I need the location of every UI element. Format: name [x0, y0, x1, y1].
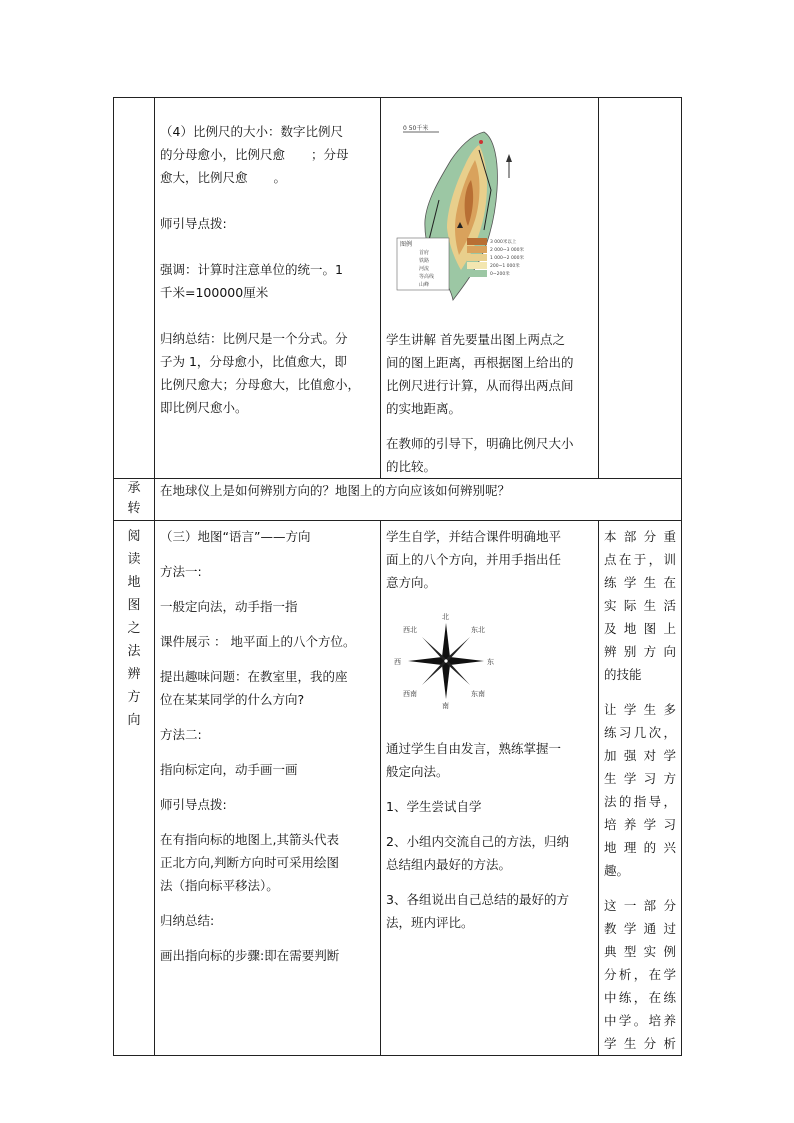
map-legend-title: 图例 — [400, 241, 413, 248]
transition-text-cell — [155, 479, 682, 521]
student-line: 意方向。 — [386, 575, 437, 590]
intent-line: 练习几次， — [604, 725, 676, 740]
compass-label-northeast: 东北 — [471, 626, 485, 634]
transition-question: 在地球仪上是如何辨别方向的？地图上的方向应该如何辨别呢？ — [160, 483, 511, 498]
legend-item: 铁路 — [419, 258, 430, 264]
student-line: 学生讲解 首先要量出图上两点之 — [386, 332, 565, 347]
guide-heading: 师引导点拨: — [160, 216, 227, 231]
title-char: 承 — [127, 481, 141, 496]
student-line: 学生自学，并结合课件明确地平 — [386, 529, 562, 544]
student-line: 面上的八个方向，并用手指出任 — [386, 552, 562, 567]
title-char: 转 — [127, 501, 141, 516]
scale-intent-cell — [599, 98, 682, 479]
intent-line: 地理的兴 — [604, 840, 676, 855]
compass-label-west: 西 — [394, 658, 401, 666]
elevation-item: 3 000米以上 — [490, 240, 517, 245]
title-char: 阅 — [127, 529, 141, 544]
content-line: 强调：计算时注意单位的统一。1 — [160, 262, 343, 277]
scale-content-cell — [155, 98, 381, 479]
direction-content-cell — [155, 521, 381, 1056]
scale-student-cell — [381, 98, 599, 479]
scale-title-cell — [114, 98, 155, 479]
intent-line: 分析，在学 — [604, 967, 676, 982]
student-line: 总结组内最好的方法。 — [386, 857, 512, 872]
intent-line: 实际生活 — [604, 598, 676, 613]
intent-line: 的技能 — [604, 667, 642, 682]
student-line: 的实地距离。 — [386, 401, 462, 416]
content-text: 的分母愈小，比例尺愈 — [160, 147, 286, 162]
student-line: 3、各组说出自己总结的最好的方 — [386, 892, 569, 907]
title-char: 地 — [127, 575, 141, 590]
intent-line: 辨别方向 — [604, 644, 676, 659]
content-line: 课件展示 ： 地平面上的八个方位。 — [160, 634, 356, 649]
intent-line: 加强对学 — [604, 748, 676, 763]
student-line: 在教师的引导下，明确比例尺大小 — [386, 436, 574, 451]
compass-label-northwest: 西北 — [403, 626, 417, 634]
intent-line: 学生分析 — [604, 1036, 676, 1051]
title-char: 图 — [127, 598, 141, 613]
intent-line: 趣。 — [604, 863, 630, 878]
direction-student-cell — [381, 521, 599, 1056]
intent-line: 教学通过 — [604, 921, 676, 936]
intent-line: 这一部分 — [604, 898, 676, 913]
taiwan-topographic-map — [389, 120, 539, 310]
content-line: 归纳总结：比例尺是一个分式。分 — [160, 331, 348, 346]
content-line: 正北方向,判断方向时可采用绘图 — [160, 855, 339, 870]
guide-heading: 师引导点拨: — [160, 797, 227, 812]
intent-line: 让学生多 — [604, 702, 676, 717]
legend-item: 山峰 — [419, 282, 430, 288]
elevation-item: 2 000~3 000米 — [490, 248, 525, 253]
direction-row — [114, 521, 682, 1056]
content-line: 一般定向法，动手指一指 — [160, 599, 298, 614]
intent-line: 及地图上 — [604, 621, 676, 636]
direction-title-cell — [114, 521, 155, 1056]
title-char: 读 — [127, 552, 141, 567]
intent-line: 典型实例 — [604, 944, 676, 959]
content-line: 画出指向标的步骤:即在需要判断 — [160, 948, 340, 963]
content-line: 法（指向标平移法）。 — [160, 878, 279, 893]
intent-line: 中练，在练 — [604, 990, 676, 1005]
transition-title-cell — [114, 479, 155, 521]
content-line: 位在某某同学的什么方向? — [160, 692, 305, 707]
content-text: 。 — [273, 170, 287, 185]
student-line: 的比较。 — [386, 459, 437, 474]
transition-row — [114, 479, 682, 521]
compass-label-southeast: 东南 — [471, 690, 485, 698]
content-text: 愈大，比例尺愈 — [160, 170, 248, 185]
method-label: 方法二: — [160, 727, 202, 742]
compass-label-north: 北 — [442, 613, 449, 621]
content-line: （4）比例尺的大小：数字比例尺 — [160, 124, 343, 139]
legend-item: 等高线 — [419, 274, 435, 280]
compass-label-southwest: 西南 — [403, 690, 417, 698]
lesson-plan-table — [113, 97, 682, 1056]
content-line — [160, 166, 375, 189]
student-line: 1、学生尝试自学 — [386, 799, 482, 814]
summary-heading: 归纳总结: — [160, 913, 215, 928]
title-char: 方 — [127, 690, 141, 705]
content-line — [160, 143, 375, 166]
intent-line: 点在于，训 — [604, 552, 676, 567]
content-line: 子为 1，分母愈小，比值愈大，即 — [160, 354, 347, 369]
elevation-item: 0~200米 — [490, 272, 510, 277]
intent-line: 生学习方 — [604, 771, 676, 786]
intent-line: 法的指导， — [604, 794, 676, 809]
content-line: 千米=100000厘米 — [160, 285, 269, 300]
intent-line: 中学。培养 — [604, 1013, 676, 1028]
content-line: 指向标定向，动手画一画 — [160, 762, 298, 777]
section-heading: （三）地图“语言”——方向 — [160, 529, 311, 544]
title-char: 向 — [127, 713, 141, 728]
content-line: 即比例尺愈小。 — [160, 400, 248, 415]
student-line: 法，班内评比。 — [386, 915, 474, 930]
legend-item: 首府 — [419, 250, 430, 256]
content-line: 比例尺愈大；分母愈大，比值愈小， — [160, 377, 361, 392]
intent-line: 培养学习 — [604, 817, 676, 832]
intent-line: 本部分重 — [604, 529, 676, 544]
compass-label-east: 东 — [487, 658, 494, 666]
student-line: 2、小组内交流自己的方法，归纳 — [386, 834, 569, 849]
student-line: 间的图上距离，再根据图上给出的 — [386, 355, 574, 370]
map-scale-label: 0 50千米 — [403, 125, 429, 132]
content-line: 在有指向标的地图上,其箭头代表 — [160, 832, 339, 847]
legend-item: 河流 — [419, 266, 430, 272]
eight-direction-compass — [391, 610, 501, 710]
title-char: 辨 — [127, 667, 141, 682]
elevation-item: 200~1 000米 — [490, 264, 520, 269]
intent-line: 练学生在 — [604, 575, 676, 590]
title-char: 之 — [127, 621, 141, 636]
student-line: 比例尺进行计算，从而得出两点间 — [386, 378, 574, 393]
title-char: 法 — [127, 644, 141, 659]
method-label: 方法一: — [160, 564, 202, 579]
student-line: 通过学生自由发言，熟练掌握一 — [386, 741, 562, 756]
elevation-item: 1 000~2 000米 — [490, 256, 525, 261]
compass-label-south: 南 — [442, 702, 449, 710]
content-text: ；分母 — [311, 147, 349, 162]
student-line: 般定向法。 — [386, 764, 449, 779]
content-line: 提出趣味问题：在教室里，我的座 — [160, 669, 348, 684]
direction-intent-cell — [599, 521, 682, 1056]
scale-row — [114, 98, 682, 479]
